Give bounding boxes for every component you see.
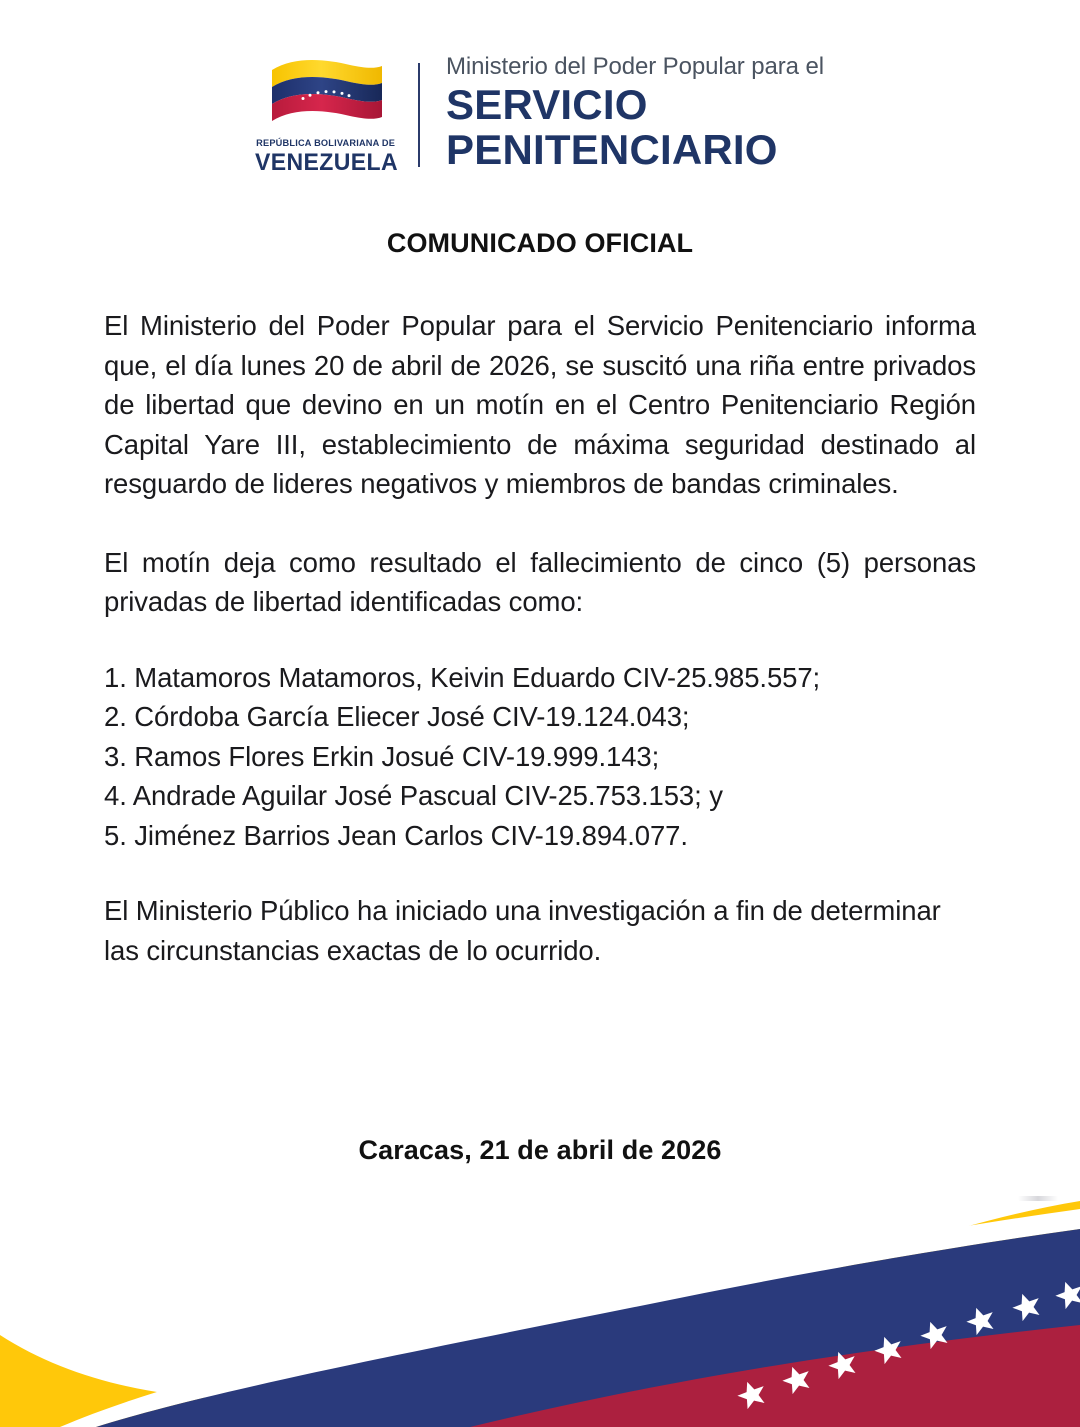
list-item: 3. Ramos Flores Erkin Josué CIV-19.999.143; xyxy=(104,740,660,772)
logo-republic-line: REPÚBLICA BOLIVARIANA DE xyxy=(256,138,396,149)
venezuela-wave-decoration xyxy=(0,1177,1080,1427)
spacer xyxy=(104,622,976,658)
venezuela-logo xyxy=(256,51,396,175)
ministry-prefix-line: Ministerio del Poder Popular para el xyxy=(446,52,824,80)
wave-white-gap xyxy=(60,1209,1080,1427)
spacer xyxy=(104,504,976,543)
ministry-title-block xyxy=(446,54,824,172)
place-and-date: Caracas, 21 de abril de 2026 xyxy=(358,1135,722,1165)
spacer xyxy=(104,855,976,891)
list-item: 1. Matamoros Matamoros, Keivin Eduardo CIV-25.985.557; xyxy=(104,661,821,693)
wave-blue xyxy=(96,1229,1080,1427)
list-item: 2. Córdoba García Eliecer José CIV-19.124.043; xyxy=(104,701,690,732)
wave-red xyxy=(470,1325,1080,1427)
paragraph-casualties-intro: El motín deja como resultado el fallecimiento de cinco (5) personas privadas de libertad identificadas como: xyxy=(104,546,976,617)
wave-stars xyxy=(734,1277,1080,1411)
header-divider xyxy=(418,63,420,167)
scan-artifact xyxy=(1018,1196,1058,1201)
page-title: COMUNICADO OFICIAL xyxy=(386,228,694,258)
paragraph-investigation: El Ministerio Público ha iniciado una investigación a fin de determinar las circunstancias exactas de lo ocurrido. xyxy=(104,895,941,966)
paragraph-incident: El Ministerio del Poder Popular para el Servicio Penitenciario informa que, el día lunes 20 de abril de 2026, se suscitó una riña entre privados de libertad que devino en un motín en el Centro Penitenciario Región Capital Yare III, establecimiento de máxima seguridad destinado al resguardo de lideres negativos y miembros de bandas criminales. xyxy=(104,310,976,499)
wave-yellow xyxy=(0,1201,1080,1427)
venezuela-flag-icon xyxy=(264,53,388,131)
brand-line-penitenciario: PENITENCIARIO xyxy=(446,126,778,174)
list-item: 5. Jiménez Barrios Jean Carlos CIV-19.894.077. xyxy=(104,819,688,851)
logo-country-name: VENEZUELA xyxy=(254,149,398,176)
list-item: 4. Andrade Aguilar José Pascual CIV-25.753.153; y xyxy=(104,780,723,811)
flag-wave-footer xyxy=(0,1177,1080,1427)
brand-line-servicio: SERVICIO xyxy=(446,80,648,128)
document-body xyxy=(104,306,976,970)
victims-list xyxy=(104,658,976,856)
institutional-header xyxy=(0,38,1080,188)
